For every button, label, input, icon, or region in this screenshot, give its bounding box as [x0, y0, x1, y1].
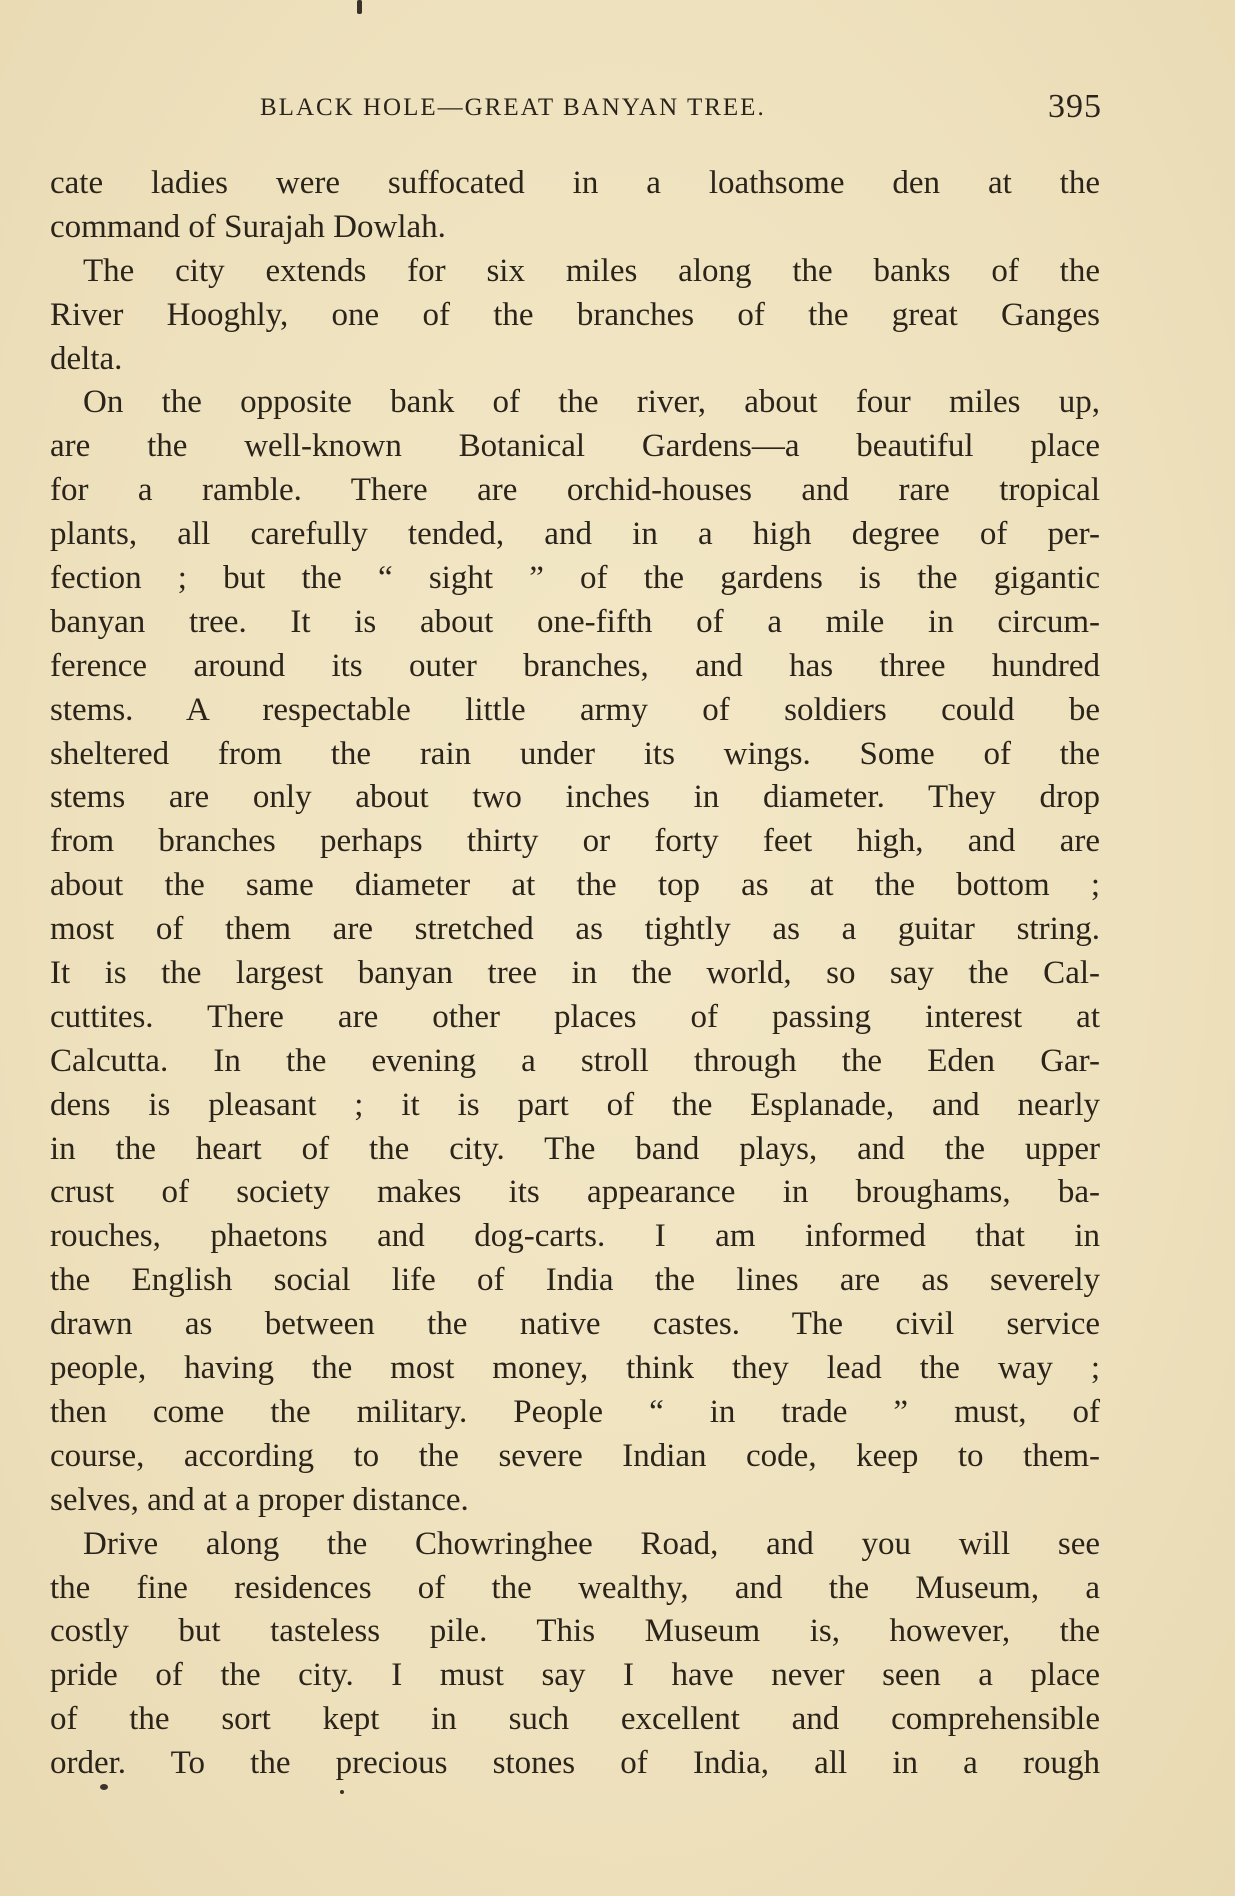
text-line: costly but tasteless pile. This Museum is, however, the [50, 1613, 1100, 1650]
page-number: 395 [1048, 88, 1102, 125]
text-line: course, according to the severe Indian code, keep to them- [50, 1437, 1100, 1474]
running-title: BLACK HOLE—GREAT BANYAN TREE. [260, 94, 766, 121]
text-line: about the same diameter at the top as at the bottom ; [50, 867, 1100, 904]
text-line: order. To the precious stones of India, all in a rough [50, 1745, 1100, 1782]
text-line: the fine residences of the wealthy, and the Museum, a [50, 1569, 1100, 1606]
text-line: plants, all carefully tended, and in a high degree of per- [50, 516, 1100, 553]
text-line: then come the military. People “ in trade ” must, of [50, 1393, 1100, 1430]
ink-speck [340, 1790, 344, 1794]
text-line: crust of society makes its appearance in broughams, ba- [50, 1174, 1100, 1211]
text-line: cuttites. There are other places of passing interest at [50, 998, 1100, 1035]
text-line: On the opposite bank of the river, about four miles up, [83, 384, 1100, 421]
text-line: Drive along the Chowringhee Road, and you will see [83, 1525, 1100, 1562]
text-line: drawn as between the native castes. The civil service [50, 1306, 1100, 1343]
text-line: ference around its outer branches, and has three hundred [50, 647, 1100, 684]
text-line: from branches perhaps thirty or forty feet high, and are [50, 823, 1100, 860]
text-line: It is the largest banyan tree in the world, so say the Cal- [50, 955, 1100, 992]
text-line: pride of the city. I must say I have never seen a place [50, 1657, 1100, 1694]
text-line: are the well-known Botanical Gardens—a beautiful place [50, 428, 1100, 465]
text-line: sheltered from the rain under its wings. Some of the [50, 735, 1100, 772]
text-line: selves, and at a proper distance. [50, 1481, 469, 1518]
text-line: River Hooghly, one of the branches of the great Ganges [50, 296, 1100, 333]
text-line: rouches, phaetons and dog-carts. I am informed that in [50, 1218, 1100, 1255]
text-line: stems are only about two inches in diameter. They drop [50, 779, 1100, 816]
text-line: stems. A respectable little army of soldiers could be [50, 691, 1100, 728]
text-line: fection ; but the “ sight ” of the gardens is the gigantic [50, 560, 1100, 597]
body-text [50, 162, 1100, 1786]
ink-speck [357, 0, 362, 14]
text-line: delta. [50, 340, 123, 377]
text-line: Calcutta. In the evening a stroll through the Eden Gar- [50, 1042, 1100, 1079]
text-line: most of them are stretched as tightly as a guitar string. [50, 911, 1100, 948]
ink-speck [100, 1784, 108, 1790]
text-line: people, having the most money, think they lead the way ; [50, 1350, 1100, 1387]
text-line: dens is pleasant ; it is part of the Esplanade, and nearly [50, 1086, 1100, 1123]
text-line: The city extends for six miles along the banks of the [83, 252, 1100, 289]
text-line: cate ladies were suffocated in a loathsome den at the [50, 165, 1100, 201]
text-line: banyan tree. It is about one-fifth of a mile in circum- [50, 603, 1100, 640]
text-line: for a ramble. There are orchid-houses and rare tropical [50, 472, 1100, 509]
text-line: the English social life of India the lines are as severely [50, 1262, 1100, 1299]
page-header [52, 88, 1102, 128]
text-line: command of Surajah Dowlah. [50, 208, 446, 245]
text-line: in the heart of the city. The band plays, and the upper [50, 1130, 1100, 1167]
text-line: of the sort kept in such excellent and comprehensible [50, 1701, 1100, 1738]
